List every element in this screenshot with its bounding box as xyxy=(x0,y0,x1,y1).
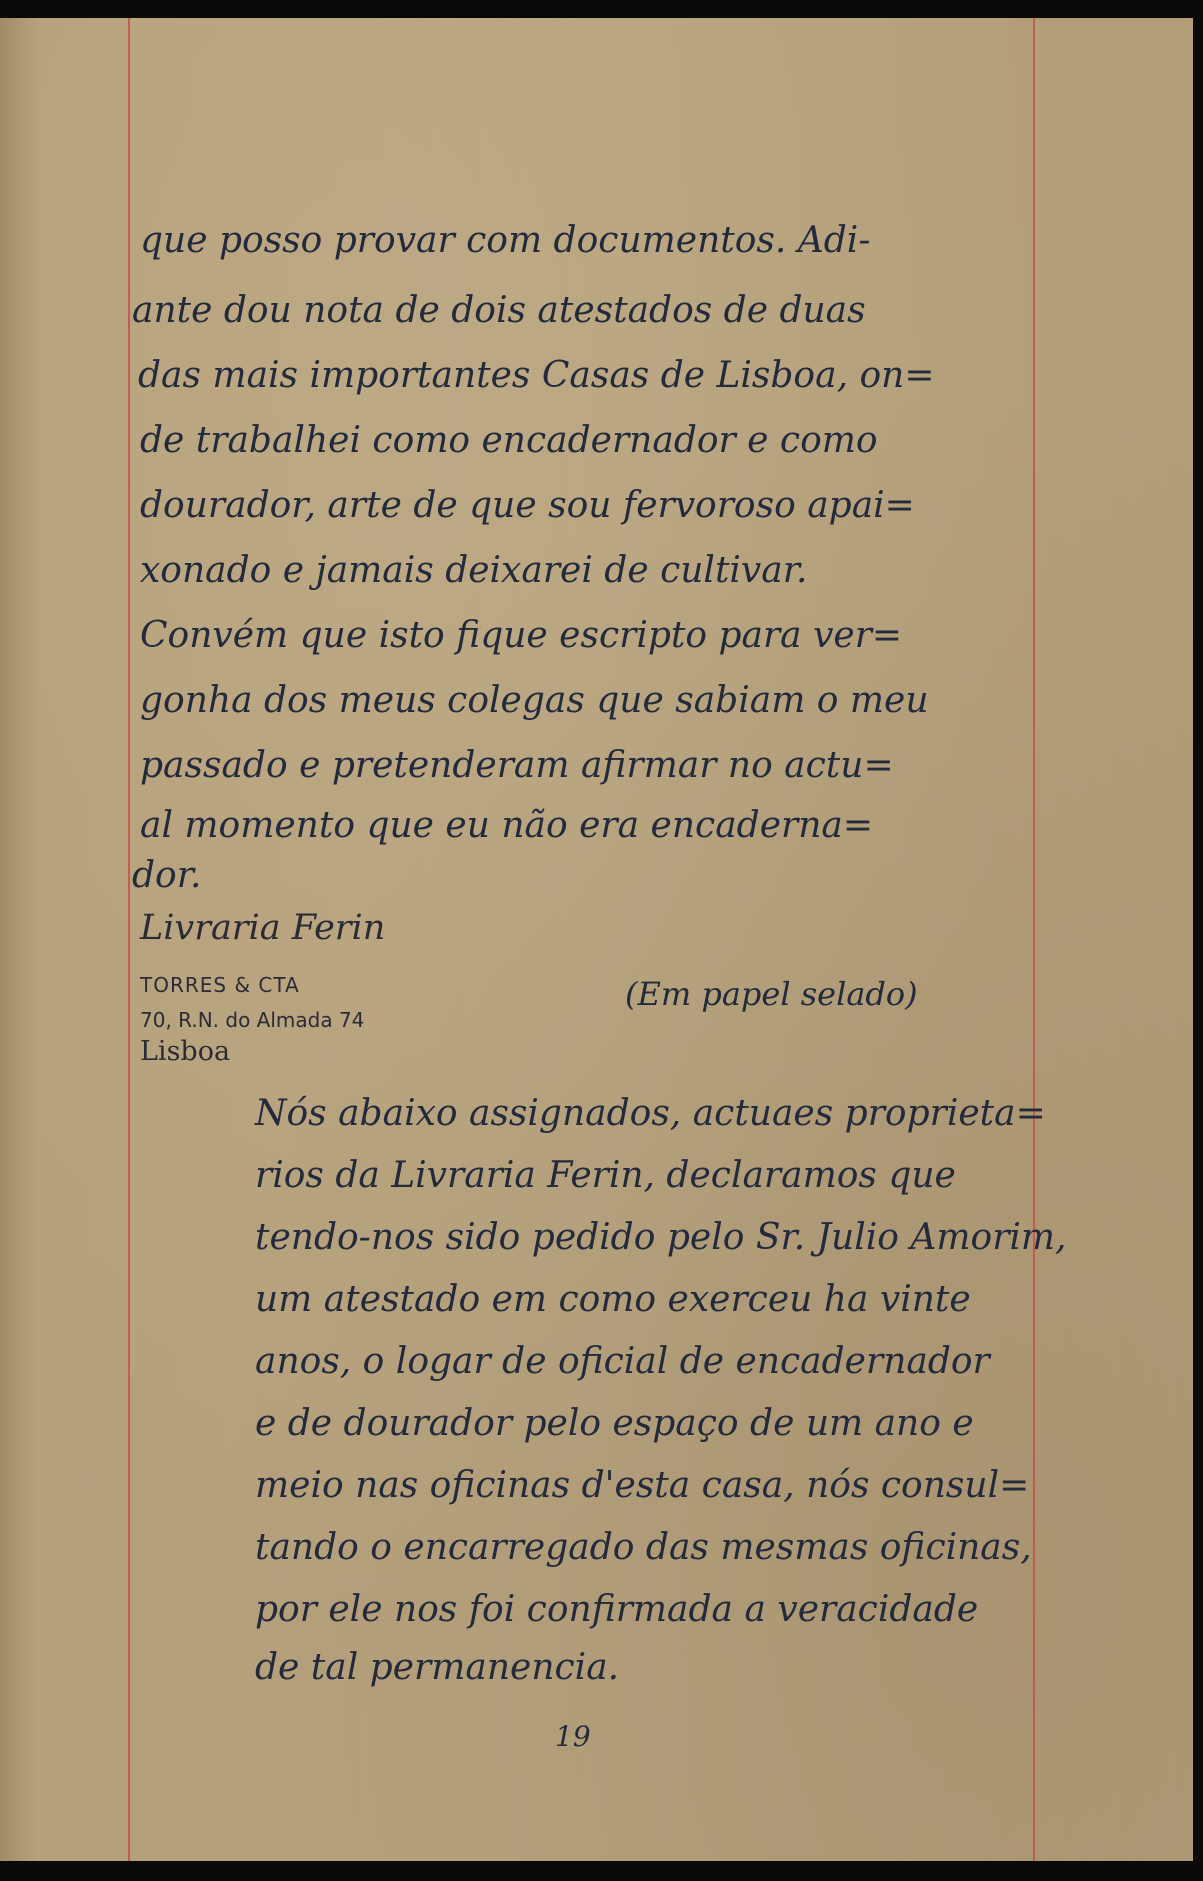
handwritten-line: por ele nos foi confirmada a veracidade xyxy=(255,1589,979,1630)
handwritten-line: meio nas oficinas d'esta casa, nós consul= xyxy=(255,1465,1030,1506)
handwritten-line: que posso provar com documentos. Adi- xyxy=(140,220,871,261)
handwritten-line: dor. xyxy=(132,855,202,896)
handwritten-line: ante dou nota de dois atestados de duas xyxy=(132,290,866,331)
notebook-page xyxy=(0,18,1193,1861)
handwritten-line: anos, o logar de oficial de encadernador xyxy=(255,1341,990,1382)
handwritten-line: um atestado em como exerceu ha vinte xyxy=(255,1279,971,1320)
handwritten-line: gonha dos meus colegas que sabiam o meu xyxy=(140,680,929,721)
handwritten-line: tando o encarregado das mesmas oficinas, xyxy=(255,1527,1032,1568)
handwritten-line: xonado e jamais deixarei de cultivar. xyxy=(140,550,808,591)
handwritten-line: rios da Livraria Ferin, declaramos que xyxy=(255,1155,956,1196)
handwritten-line: e de dourador pelo espaço de um ano e xyxy=(255,1403,974,1444)
right-margin-line xyxy=(1033,18,1035,1861)
left-margin-line xyxy=(128,18,130,1861)
handwritten-line: de tal permanencia. xyxy=(255,1647,620,1688)
stamp-owners: TORRES & CTA xyxy=(140,973,300,997)
handwritten-line: de trabalhei como encadernador e como xyxy=(140,420,878,461)
handwritten-line: tendo-nos sido pedido pelo Sr. Julio Amorim, xyxy=(255,1217,1067,1258)
stamp-shop-name: Livraria Ferin xyxy=(140,908,386,948)
stamp-city: Lisboa xyxy=(140,1036,231,1067)
page-number: 19 xyxy=(555,1720,591,1753)
handwritten-line: Nós abaixo assignados, actuaes proprieta= xyxy=(255,1093,1046,1134)
handwritten-line: al momento que eu não era encaderna= xyxy=(140,805,874,846)
handwritten-line: das mais importantes Casas de Lisboa, on= xyxy=(138,355,935,396)
handwritten-line: dourador, arte de que sou fervoroso apai= xyxy=(140,485,915,526)
stamped-paper-note: (Em papel selado) xyxy=(625,975,918,1013)
handwritten-line: passado e pretenderam afirmar no actu= xyxy=(140,745,894,786)
stamp-address: 70, R.N. do Almada 74 xyxy=(140,1008,365,1032)
handwritten-line: Convém que isto fique escripto para ver= xyxy=(140,615,903,656)
page-binding-edge xyxy=(0,18,40,1861)
